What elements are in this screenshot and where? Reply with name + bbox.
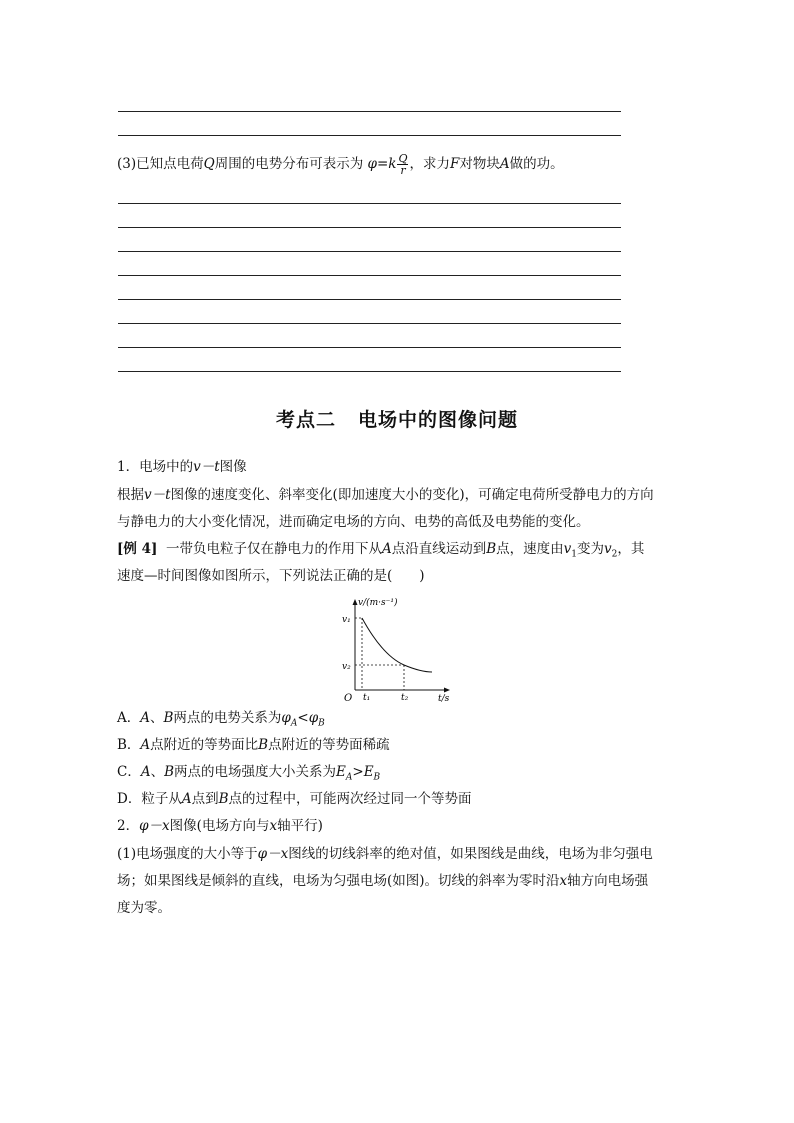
origin-label: O — [344, 693, 353, 702]
answer-line — [118, 227, 621, 228]
paragraph-2-line-3: 度为零。 — [117, 900, 171, 916]
answer-line — [118, 251, 621, 252]
section-title: 考点二 电场中的图像问题 — [275, 409, 519, 431]
answer-line — [118, 323, 621, 324]
velocity-time-graph — [330, 592, 460, 702]
option-c: C．A、B两点的电场强度大小关系为$E_A>E_B$ — [117, 764, 381, 783]
answer-line — [118, 299, 621, 300]
example-4-line-2: 速度—时间图像如图所示，下列说法正确的是( ) — [117, 568, 425, 584]
example-4-line-1: [例 4] 一带负电粒子仅在静电力的作用下从A点沿直线运动到B点，速度由$v_1$变为$v_2$，其 — [117, 541, 645, 560]
t2-label: t₂ — [401, 693, 409, 702]
q-over-r-fraction: $\frac{Q}{r}$ — [398, 152, 408, 177]
velocity-curve — [362, 618, 432, 672]
answer-line — [118, 135, 621, 136]
y-axis-label: v/(m·s⁻¹) — [358, 598, 398, 608]
v1-label: v₁ — [342, 615, 351, 625]
paragraph-1-line-2: 与静电力的大小变化情况，进而确定电场的方向、电势的高低及电势能的变化。 — [117, 514, 590, 530]
paragraph-1-line-1: 根据v－t图像的速度变化、斜率变化(即加速度大小的变化)，可确定电荷所受静电力的方向 — [117, 487, 654, 503]
t1-label: t₁ — [363, 693, 371, 702]
x-axis-label: t/s — [438, 694, 450, 702]
answer-line — [118, 203, 621, 204]
option-b: B．A点附近的等势面比B点附近的等势面稀疏 — [117, 737, 390, 753]
x-axis-arrow-icon — [444, 688, 450, 693]
question-3: (3)已知点电荷Q周围的电势分布可表示为 φ=k $\frac{Q}{r}$ ，求力F对物块A做的功。 — [117, 152, 564, 177]
paragraph-2-line-2: 场；如果图线是倾斜的直线，电场为匀强电场(如图)。切线的斜率为零时沿x轴方向电场强 — [117, 873, 649, 889]
v2-label: v₂ — [342, 662, 351, 672]
y-axis-arrow-icon — [353, 599, 358, 605]
answer-line — [118, 347, 621, 348]
item-2-title: 2．φ－x图像(电场方向与x轴平行) — [117, 818, 323, 834]
option-a: A．A、B两点的电势关系为$\varphi_A<\varphi_B$ — [117, 710, 325, 729]
example-tag: [例 4] — [117, 541, 158, 557]
option-d: D．粒子从A点到B点的过程中，可能两次经过同一个等势面 — [117, 791, 472, 807]
answer-line — [118, 371, 621, 372]
answer-line — [118, 275, 621, 276]
item-1-title: 1．电场中的v－t图像 — [117, 459, 247, 475]
paragraph-2-line-1: (1)电场强度的大小等于φ－x图线的切线斜率的绝对值，如果图线是曲线，电场为非匀强电 — [117, 846, 653, 862]
answer-line — [118, 111, 621, 112]
